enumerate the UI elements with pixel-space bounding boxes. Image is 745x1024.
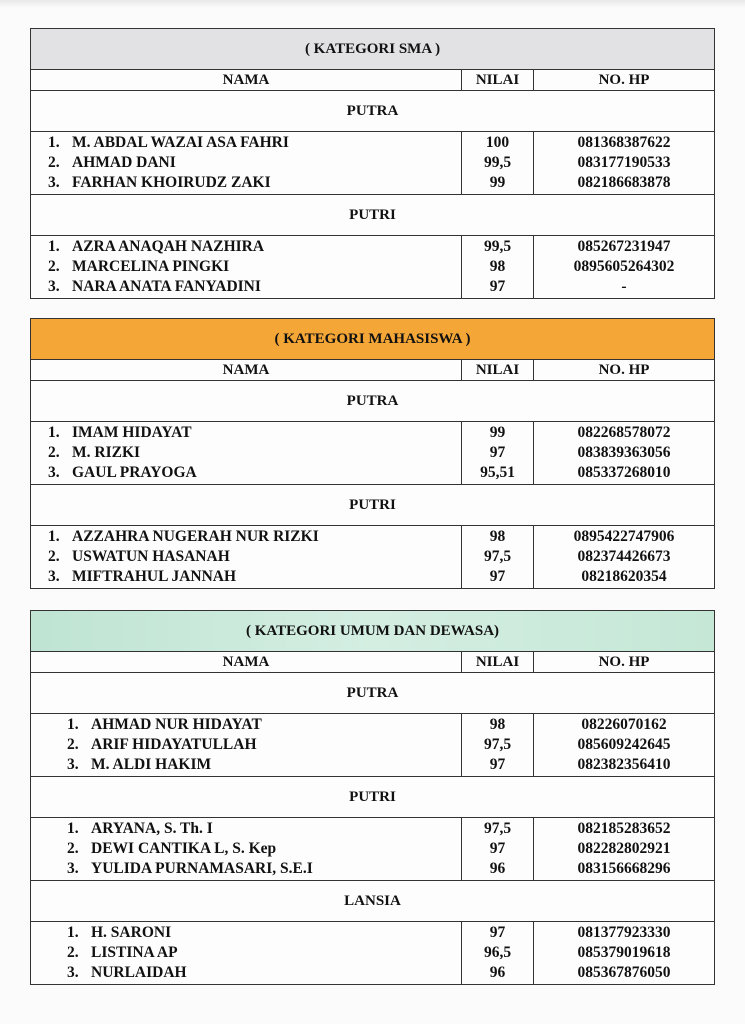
phone-value: 08218620354 [581,568,667,585]
scores-column [462,818,534,881]
score-value: 96 [489,860,506,877]
category-title: ( KATEGORI MAHASISWA ) [31,319,715,360]
score-value: 97 [489,924,506,941]
header-hp: NO. HP [534,70,715,91]
score-value: 98 [489,528,506,545]
scores-column [462,526,534,589]
list-item: 1. ARYANA, S. Th. I [67,820,213,837]
phone-value: 085379019618 [577,944,671,961]
phones-column [534,526,715,589]
header-hp: NO. HP [534,652,715,673]
phone-value: 08226070162 [581,716,667,733]
header-nilai: NILAI [462,652,534,673]
list-item: 2. USWATUN HASANAH [48,548,230,565]
phone-value: 083156668296 [577,860,671,877]
list-item: 2. AHMAD DANI [48,154,176,171]
score-value: 99 [489,174,506,191]
list-item: 2. LISTINA AP [67,944,178,961]
score-value: 99 [489,424,506,441]
list-item: 3. FARHAN KHOIRUDZ ZAKI [48,174,271,191]
score-value: 97 [489,756,506,773]
list-item: 3. GAUL PRAYOGA [48,464,197,481]
score-value: 100 [485,134,510,151]
list-item: 2. DEWI CANTIKA L, S. Kep [67,840,277,857]
section-label: PUTRI [31,777,715,818]
score-value: 98 [489,258,506,275]
phone-value: 085367876050 [577,964,671,981]
names-column [31,714,462,777]
list-item: 2. MARCELINA PINGKI [48,258,230,275]
list-item: 3. YULIDA PURNAMASARI, S.E.I [67,860,313,877]
list-item: 1. M. ABDAL WAZAI ASA FAHRI [48,134,289,151]
score-value: 99,5 [483,154,512,171]
phone-value: 082282802921 [577,840,671,857]
list-item: 3. M. ALDI HAKIM [67,756,212,773]
header-nama: NAMA [31,360,462,381]
phone-value: 0895605264302 [573,258,675,275]
scores-column [462,422,534,485]
section-label: PUTRI [31,195,715,236]
list-item: 3. NARA ANATA FANYADINI [48,278,261,295]
score-value: 99,5 [483,238,512,255]
section-label: PUTRA [31,91,715,132]
table-kategori-sma [30,28,715,299]
phone-value: - [621,278,627,295]
header-nama: NAMA [31,652,462,673]
scores-column [462,714,534,777]
phone-value: 082186683878 [577,174,671,191]
phone-value: 082374426673 [577,548,671,565]
list-item: 1. IMAM HIDAYAT [48,424,192,441]
list-item: 2. ARIF HIDAYATULLAH [67,736,257,753]
phone-value: 085609242645 [577,736,671,753]
phone-value: 085337268010 [577,464,671,481]
phones-column [534,132,715,195]
list-item: 3. NURLAIDAH [67,964,187,981]
score-value: 97 [489,568,506,585]
names-column [31,132,462,195]
section-label: LANSIA [31,881,715,922]
phone-value: 082382356410 [577,756,671,773]
phone-value: 0895422747906 [573,528,675,545]
list-item: 1. AHMAD NUR HIDAYAT [67,716,262,733]
score-value: 97 [489,278,506,295]
names-column [31,422,462,485]
page-top-shadow [0,0,745,8]
scores-column [462,236,534,299]
category-title: ( KATEGORI UMUM DAN DEWASA) [31,611,715,652]
score-value: 97 [489,840,506,857]
section-label: PUTRA [31,673,715,714]
names-column [31,818,462,881]
phones-column [534,236,715,299]
category-title: ( KATEGORI SMA ) [31,29,715,70]
score-value: 97,5 [483,548,512,565]
phones-column [534,714,715,777]
phones-column [534,818,715,881]
section-label: PUTRI [31,485,715,526]
header-nama: NAMA [31,70,462,91]
header-nilai: NILAI [462,360,534,381]
phones-column [534,922,715,985]
header-hp: NO. HP [534,360,715,381]
scores-column [462,922,534,985]
score-value: 95,51 [480,464,515,481]
score-value: 97 [489,444,506,461]
list-item: 1. H. SARONI [67,924,172,941]
list-item: 3. MIFTRAHUL JANNAH [48,568,237,585]
phone-value: 081368387622 [577,134,671,151]
phone-value: 082185283652 [577,820,671,837]
list-item: 1. AZRA ANAQAH NAZHIRA [48,238,265,255]
names-column [31,236,462,299]
section-label: PUTRA [31,381,715,422]
names-column [31,922,462,985]
list-item: 2. M. RIZKI [48,444,141,461]
phone-value: 081377923330 [577,924,671,941]
score-value: 97,5 [483,736,512,753]
score-value: 98 [489,716,506,733]
phone-value: 085267231947 [577,238,671,255]
scores-column [462,132,534,195]
table-kategori-umum-dewasa [30,610,715,985]
phone-value: 083177190533 [577,154,671,171]
list-item: 1. AZZAHRA NUGERAH NUR RIZKI [48,528,319,545]
header-nilai: NILAI [462,70,534,91]
phone-value: 083839363056 [577,444,671,461]
score-value: 96 [489,964,506,981]
phones-column [534,422,715,485]
names-column [31,526,462,589]
phone-value: 082268578072 [577,424,671,441]
table-kategori-mahasiswa [30,318,715,589]
score-value: 96,5 [483,944,512,961]
score-value: 97,5 [483,820,512,837]
